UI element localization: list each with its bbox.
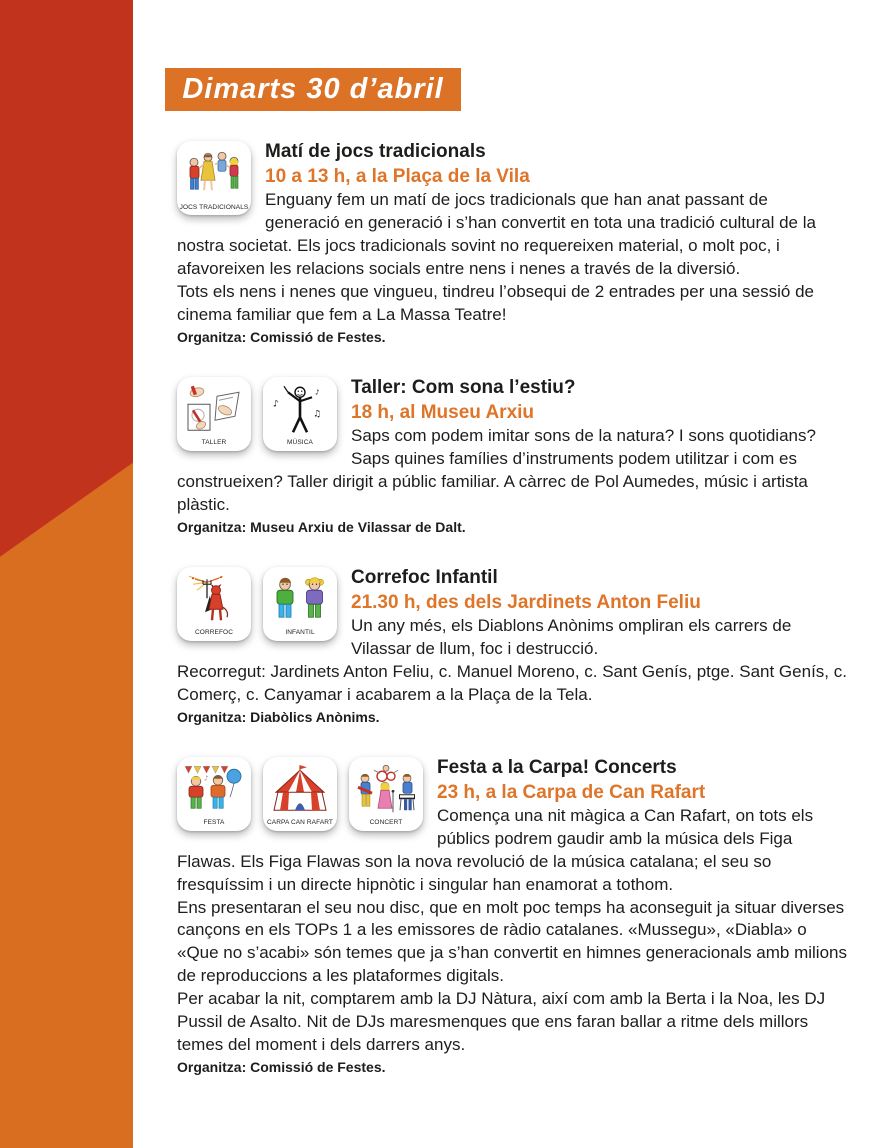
left-band-orange-triangle [0, 0, 133, 1148]
svg-text:♫: ♫ [313, 409, 322, 420]
infantil-icon [263, 567, 337, 641]
event-time-place: 18 h, al Museu Arxiu [351, 401, 535, 423]
event-description: Ens presentaran el seu nou disc, que en molt poc temps ha aconseguit ja situar diverses cançons en els TOPs 1 a les emissores de ràdio catalanes. «Mussegu», «Diabla» o «Que no s’acabi» són temes que ja s’han convertit en himnes generacionals amb milions de reproduccions a les plataformes digitals. [177, 897, 847, 986]
page-content [133, 0, 874, 1105]
concert-icon [349, 757, 423, 831]
pictogram-caption: CORREFOC [195, 629, 233, 637]
carpa-can-rafart-icon [263, 757, 337, 831]
event-description: Saps com podem imitar sons de la natura? I sons quotidians? Saps quines famílies d’instruments podem utilitzar i com es construeixen? Taller dirigit a públic familiar. A càrrec de Pol Aumedes, músic i artista plàstic. [177, 425, 816, 514]
left-color-band [0, 0, 133, 1148]
event-festa-carpa-concerts [177, 755, 847, 1075]
pictogram-caption: MÚSICA [287, 439, 313, 447]
music-conductor-icon [269, 380, 331, 441]
correfoc-icon [177, 567, 251, 641]
party-children-icon [183, 760, 245, 821]
band-icon [355, 760, 417, 821]
event-description: Comença una nit màgica a Can Rafart, on tots els públics podrem gaudir amb la música dels Figa Flawas. Els Figa Flawas son la nova revolució de la música catalana; el seu so fresquíssim i un directe hipnòtic i singular han enamorat a tothom. [177, 805, 814, 894]
jocs-tradicionals-icon [177, 141, 251, 215]
svg-text:♪: ♪ [204, 773, 209, 782]
event-organizer: Organitza: Diabòlics Anònims. [177, 708, 380, 725]
event-organizer: Organitza: Comissió de Festes. [177, 1059, 386, 1076]
craft-workshop-icon [183, 380, 245, 441]
event-description: Enguany fem un matí de jocs tradicionals que han anat passant de generació en generació i s’han convertit en tota una tradició cultural de la nostra societat. Els jocs tradicionals sovint no requereixen material, o molt poc, i afavoreixen les relacions socials entre nens i nenes a través de la diversió. [177, 190, 816, 278]
children-icon [269, 570, 331, 631]
musica-icon [263, 377, 337, 451]
event-time-place: 21.30 h, des dels Jardinets Anton Feliu [351, 591, 701, 613]
event-organizer: Organitza: Museu Arxiu de Vilassar de Dalt. [177, 518, 466, 535]
event-description: Per acabar la nit, comptarem amb la DJ Nàtura, així com amb la Berta i la Noa, les DJ Pussil de Asalto. Nit de DJs maresmenques que ens faran ballar a ritme dels millors temes del moment i dels darrers anys. [177, 989, 826, 1055]
circus-tent-icon [269, 760, 331, 821]
event-taller-com-sona-estiu [177, 375, 847, 535]
svg-text:♪: ♪ [315, 388, 320, 397]
pictogram-caption: INFANTIL [285, 629, 315, 637]
event-description: Tots els nens i nenes que vingueu, tindreu l’obsequi de 2 entrades per una sessió de cinema familiar que fem a La Massa Teatre! [177, 281, 814, 324]
event-description: Un any més, els Diablons Anònims ompliran els carrers de Vilassar de llum, foc i destrucció. [351, 615, 792, 658]
pictogram-caption: FESTA [203, 819, 225, 827]
devil-firework-icon [183, 570, 245, 631]
svg-text:♪: ♪ [273, 399, 279, 410]
event-jocs-tradicionals [177, 139, 847, 345]
event-title: Matí de jocs tradicionals [265, 141, 486, 162]
event-pictograms [177, 377, 337, 451]
day-banner: Dimarts 30 d’abril [165, 68, 461, 111]
pictogram-caption: JOCS TRADICIONALS [179, 203, 249, 211]
event-pictograms [177, 757, 423, 831]
event-pictograms [177, 567, 337, 641]
pictogram-caption: CONCERT [369, 819, 403, 827]
dancing-children-icon [183, 144, 245, 205]
pictogram-caption: TALLER [201, 439, 227, 447]
event-title: Taller: Com sona l’estiu? [351, 376, 576, 398]
event-title: Correfoc Infantil [351, 566, 498, 588]
pictogram-caption: CARPA CAN RAFART [266, 819, 333, 827]
festa-icon [177, 757, 251, 831]
event-list [177, 139, 847, 1075]
event-description: Recorregut: Jardinets Anton Feliu, c. Manuel Moreno, c. Sant Genís, ptge. Sant Genís, c. Comerç, c. Canyamar i acabarem a la Plaça de la Tela. [177, 661, 847, 704]
event-pictograms [177, 141, 251, 215]
event-correfoc-infantil [177, 565, 847, 725]
taller-icon [177, 377, 251, 451]
event-organizer: Organitza: Comissió de Festes. [177, 328, 386, 345]
event-title: Festa a la Carpa! Concerts [437, 756, 677, 778]
event-time-place: 23 h, a la Carpa de Can Rafart [437, 781, 706, 803]
event-time-place: 10 a 13 h, a la Plaça de la Vila [265, 166, 530, 188]
